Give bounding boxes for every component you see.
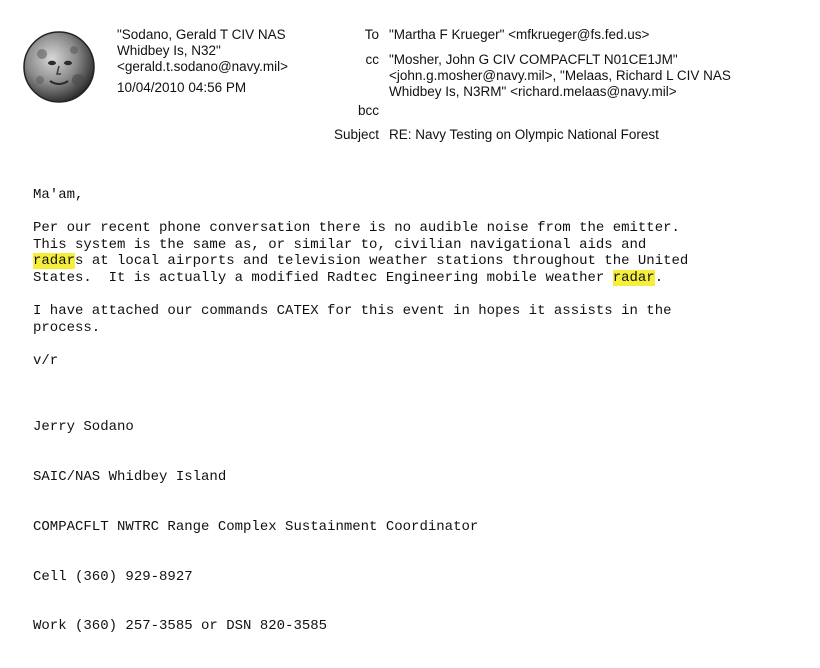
moon-face-icon (22, 30, 96, 104)
sender-block (117, 27, 288, 96)
subject-label: Subject (333, 127, 379, 142)
text-run: s at local airports and television weather stations throughout the United States. It is actually a modified Radtec Engineering mobile weather (33, 253, 689, 286)
search-highlight: radar (612, 269, 655, 286)
sent-date: 10/04/2010 04:56 PM (117, 80, 247, 95)
signature-org: SAIC/NAS Whidbey Island (33, 469, 227, 486)
text-run: Per our recent phone conversation there is no audible noise from the emitter. This system is the same as, or similar to, civilian navigational aids and (33, 220, 680, 253)
signature-title: COMPACFLT NWTRC Range Complex Sustainment Coordinator (33, 518, 479, 535)
body-paragraph (33, 220, 793, 286)
sender-location: Whidbey Is, N32" (117, 43, 221, 58)
signature (33, 386, 793, 668)
signature-cell: Cell (360) 929-8927 (33, 568, 193, 585)
email-body (33, 187, 793, 668)
closing: v/r (33, 352, 59, 369)
sender-name: "Sodano, Gerald T CIV NAS (117, 27, 286, 42)
signature-name: Jerry Sodano (33, 419, 134, 436)
cc-line: "Mosher, John G CIV COMPACFLT N01CE1JM" (389, 52, 678, 67)
cc-line: Whidbey Is, N3RM" <richard.melaas@navy.mil> (389, 84, 677, 99)
cc-line: <john.g.mosher@navy.mil>, "Melaas, Richard L CIV NAS (389, 68, 731, 83)
cc-value[interactable] (389, 52, 731, 100)
search-highlight: radar (33, 253, 76, 270)
cc-label: cc (365, 52, 379, 67)
subject-value: RE: Navy Testing on Olympic National Forest (389, 127, 659, 142)
to-value[interactable]: "Martha F Krueger" <mfkrueger@fs.fed.us> (389, 27, 650, 42)
sender-email[interactable]: <gerald.t.sodano@navy.mil> (117, 59, 289, 74)
body-paragraph: I have attached our commands CATEX for this event in hopes it assists in the process. (33, 303, 672, 336)
text-run: . (654, 269, 664, 286)
greeting: Ma'am, (33, 187, 84, 203)
to-label: To (364, 27, 379, 42)
bcc-label: bcc (357, 103, 379, 118)
signature-work: Work (360) 257-3585 or DSN 820-3585 (33, 618, 328, 635)
